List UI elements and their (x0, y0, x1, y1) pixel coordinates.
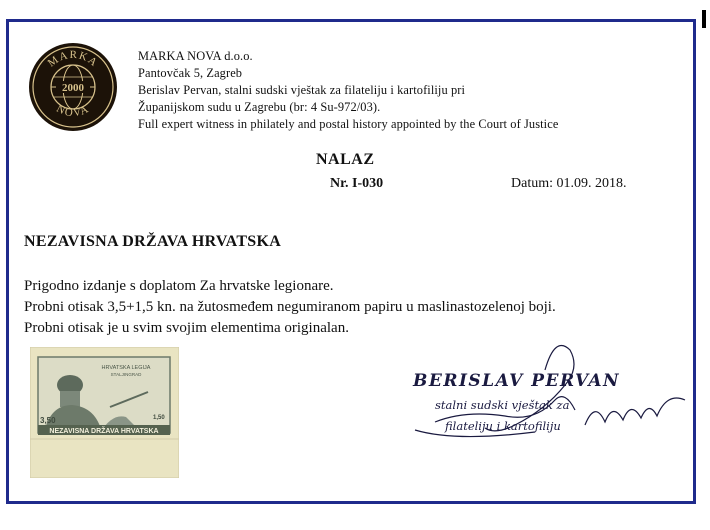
signature-name: BERISLAV PERVAN (413, 371, 621, 391)
document-title: NALAZ (316, 151, 375, 168)
expert-line: Berislav Pervan, stalni sudski vještak za filateliju i kartofiliju pri (138, 83, 466, 97)
findings-line-1: Prigodno izdanje s doplatom Za hrvatske legionare. (24, 278, 334, 294)
stamp-proof-image (30, 347, 179, 478)
court-line: Županijskom sudu u Zagrebu (br: 4 Su-972/03). (138, 100, 381, 114)
document-date: Datum: 01.09. 2018. (511, 176, 627, 191)
findings-line-2: Probni otisak 3,5+1,5 kn. na žutosmeđem negumiranom papiru u maslinastozelenoj boji. (24, 299, 556, 315)
stamp-value-left: 3,50 (40, 416, 56, 425)
findings-line-3: Probni otisak je u svim svojim elementima originalan. (24, 320, 349, 336)
signature-title-1: stalni sudski vještak za (435, 398, 570, 412)
signature-title-2: filateliju i kartofiliju (445, 419, 561, 433)
document-number: Nr. I-030 (330, 176, 384, 191)
logo-top-text: MARKA (45, 48, 101, 70)
header-block (138, 48, 558, 133)
stamp-sub-caption: STALJINGRAD (110, 372, 142, 377)
marka-nova-logo (28, 42, 118, 132)
country-heading: NEZAVISNA DRŽAVA HRVATSKA (24, 233, 282, 250)
logo-bottom-text: NOVA (54, 102, 92, 120)
signature-stamp (395, 330, 695, 450)
english-line: Full expert witness in philately and postal history appointed by the Court of Justice (138, 117, 559, 131)
logo-year: 2000 (62, 82, 84, 94)
stamp-value-right: 1,50 (153, 415, 165, 421)
stamp-top-caption: HRVATSKA LEGIJA (101, 365, 151, 371)
scan-corner-mark (702, 10, 706, 28)
company-name: MARKA NOVA d.o.o. (138, 49, 253, 63)
company-address: Pantovčak 5, Zagreb (138, 66, 243, 80)
stamp-bottom-text: NEZAVISNA DRŽAVA HRVATSKA (49, 428, 159, 435)
